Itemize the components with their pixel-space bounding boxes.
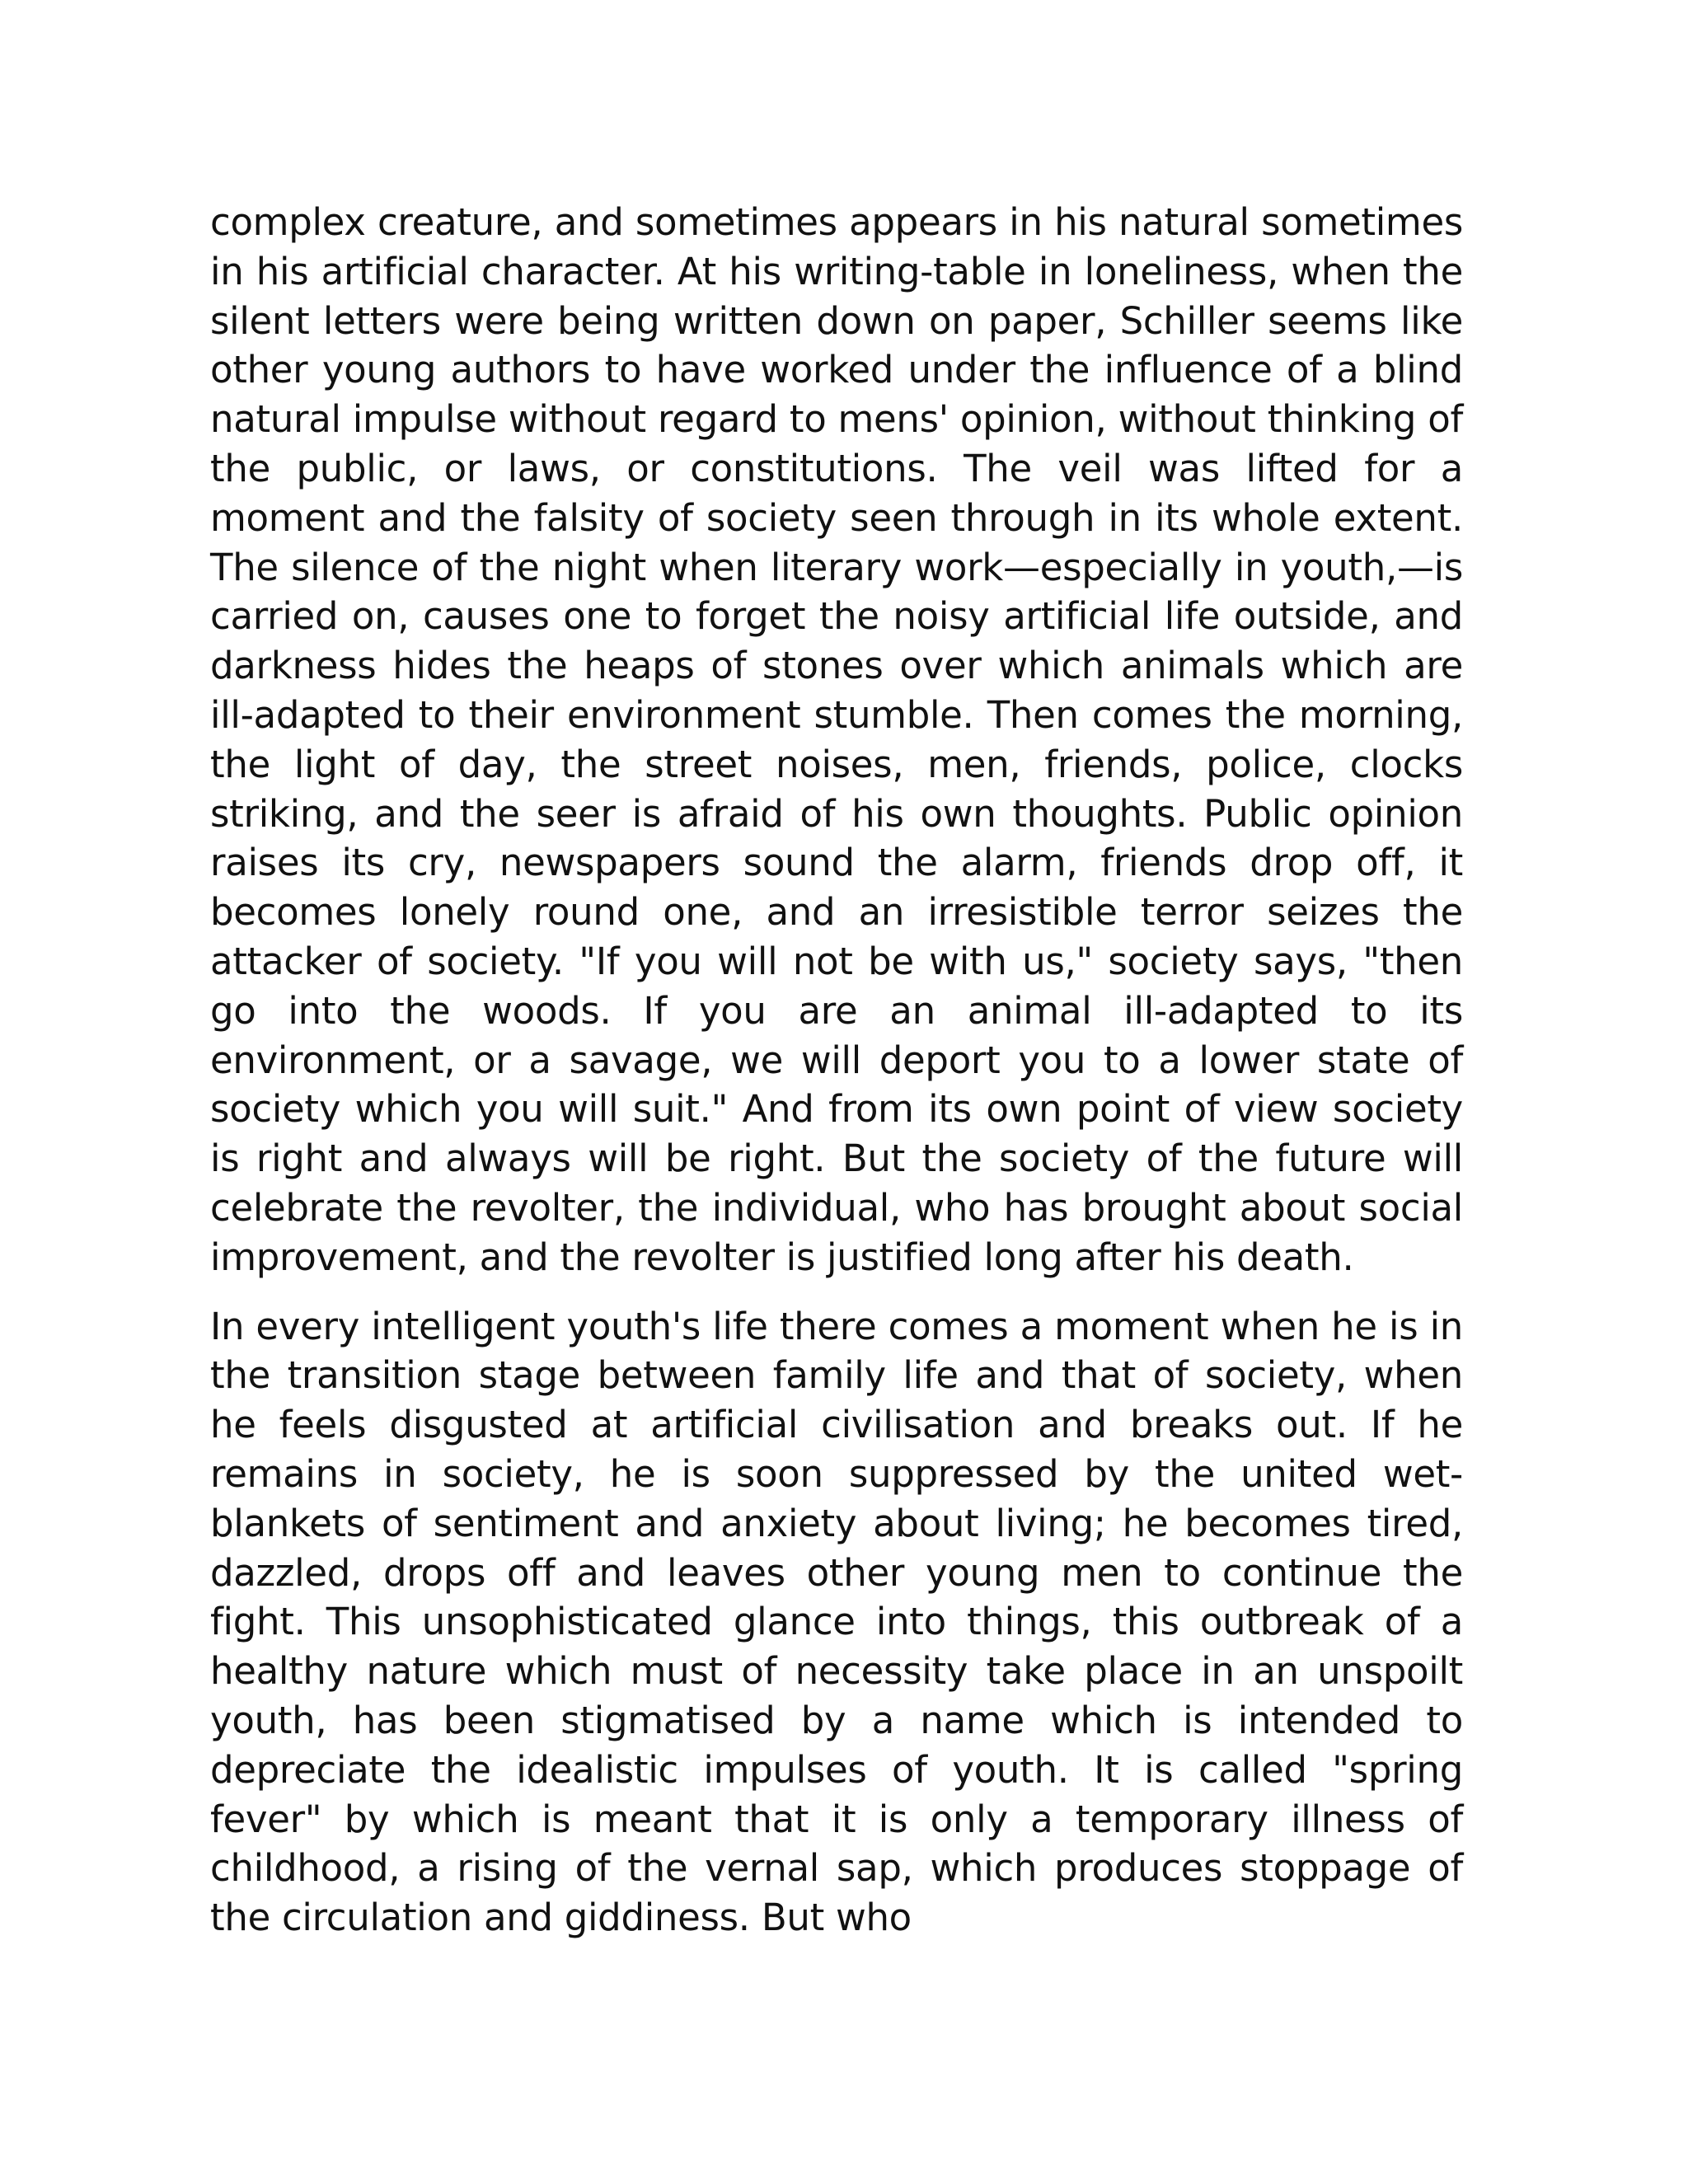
paragraph-1: complex creature, and sometimes appears in his natural sometimes in his artificial character. At his writing-table in loneliness, when the silent letters were being written down on paper, Schiller seems like other young authors to have worked under the influence of a blind natural impulse without regard to mens' opinion, without thinking of the public, or laws, or constitutions. The veil was lifted for a moment and the falsity of society seen through in its whole extent. The silence of the night when literary work—especially in youth,—is carried on, causes one to forget the noisy artificial life outside, and darkness hides the heaps of stones over which animals which are ill-adapted to their environment stumble. Then comes the morning, the light of day, the street noises, men, friends, police, clocks striking, and the seer is afraid of his own thoughts. Public opinion raises its cry, newspapers sound the alarm, friends drop off, it becomes lonely round one, and an irresistible terror seizes the attacker of society. "If you will not be with us," society says, "then go into the woods. If you are an animal ill-adapted to its environment, or a savage, we will deport you to a lower state of society which you will suit." And from its own point of view society is right and always will be right. But the society of the future will celebrate the revolter, the individual, who has brought about social improvement, and the revolter is justified long after his death. (210, 200, 1463, 1279)
body-text (210, 198, 1463, 1943)
paragraph-2: In every intelligent youth's life there comes a moment when he is in the transition stage between family life and that of society, when he feels disgusted at artificial civilisation and breaks out. If he remains in society, he is soon suppressed by the united wet-blankets of sentiment and anxiety about living; he becomes tired, dazzled, drops off and leaves other young men to continue the fight. This unsophisticated glance into things, this outbreak of a healthy nature which must of necessity take place in an unspoilt youth, has been stigmatised by a name which is intended to depreciate the idealistic impulses of youth. It is called "spring fever" by which is meant that it is only a temporary illness of childhood, a rising of the vernal sap, which produces stoppage of the circulation and giddiness. But who (210, 1304, 1463, 1940)
